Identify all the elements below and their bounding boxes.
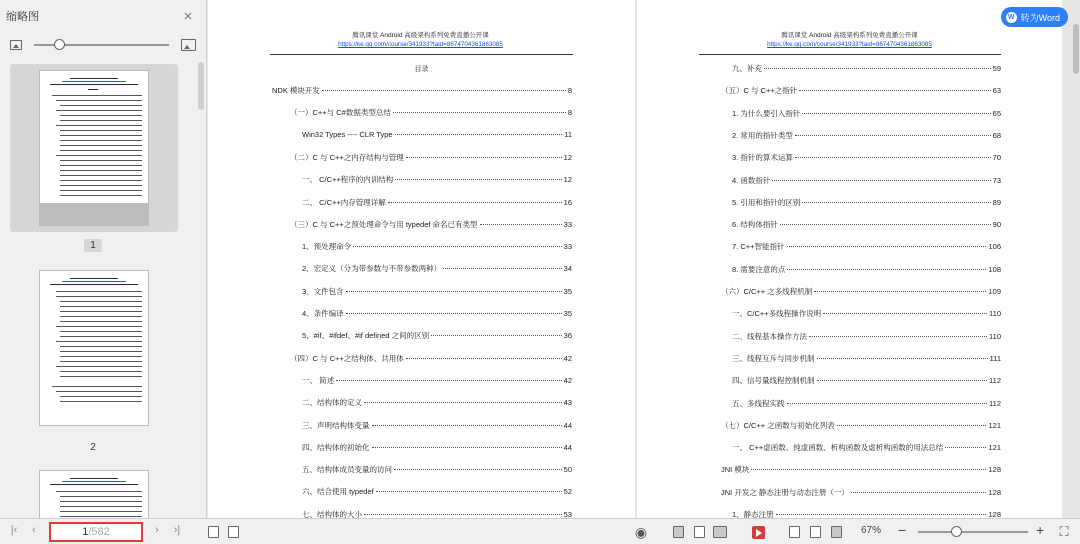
single-page-view-icon[interactable] (691, 524, 707, 540)
eye-protection-icon[interactable]: ◉ (634, 523, 648, 540)
next-page-button[interactable]: › (155, 524, 159, 536)
toc-entry-page: 12 (563, 152, 572, 162)
toc-leader-dots (372, 447, 562, 448)
toc-entry[interactable] (302, 486, 572, 497)
thumbnail-1[interactable] (10, 64, 178, 232)
current-page: 1 (82, 526, 89, 538)
toc-entry-page: 35 (563, 309, 572, 318)
toc-leader-dots (787, 246, 987, 247)
toc-entry[interactable] (732, 442, 1001, 453)
toc-entry-page: 53 (563, 509, 572, 518)
toc-entry-text: 三、线程互斥与同步机制 (732, 353, 815, 363)
large-image-icon[interactable] (181, 39, 196, 51)
toc-entry[interactable] (290, 219, 572, 230)
toc-entry-page: 11 (564, 129, 572, 139)
toc-entry[interactable] (302, 420, 572, 431)
toc-entry[interactable] (721, 286, 1001, 297)
toc-entry[interactable] (732, 130, 1001, 141)
toc-entry-page: 128 (988, 487, 1001, 497)
toc-entry-text: 1. 为什么要引入指针 (732, 108, 801, 118)
bottom-toolbar (0, 518, 1080, 544)
fit-page-icon[interactable] (807, 524, 823, 540)
sidebar-title: 缩略图 (6, 11, 39, 23)
thumbnail-label-2[interactable]: 2 (90, 442, 96, 453)
toc-entry[interactable] (290, 152, 572, 163)
thumbnail-label-1[interactable]: 1 (0, 239, 186, 252)
word-icon: W (1006, 12, 1017, 23)
toc-leader-dots (372, 425, 562, 426)
toc-leader-dots (817, 358, 988, 359)
document-view[interactable] (207, 0, 1080, 518)
toc-entry[interactable] (732, 152, 1001, 163)
toc-entry-text: 4、条件编译 (302, 309, 344, 318)
fit-width-icon[interactable] (828, 524, 844, 540)
toc-leader-dots (802, 202, 990, 203)
toc-entry-page: 43 (563, 398, 572, 408)
toc-entry[interactable] (302, 375, 572, 386)
toc-entry-page: 44 (563, 420, 572, 430)
toc-entry[interactable] (732, 264, 1001, 275)
toc-entry[interactable] (302, 442, 572, 453)
toc-leader-dots (799, 90, 990, 91)
toc-leader-dots (772, 180, 990, 181)
last-page-button[interactable]: ›| (173, 524, 181, 536)
toc-entry-text: 一、 C++虚函数、纯虚函数、析构函数及虚析构函数的用法总结 (732, 443, 944, 453)
toc-entry-page: 106 (988, 242, 1001, 252)
toc-entry-text: 九、补充 (732, 64, 762, 73)
toc-entry-page: 110 (989, 309, 1001, 319)
thumbnail-2[interactable] (10, 264, 178, 434)
sidebar-header (0, 0, 206, 32)
toc-entry[interactable] (302, 286, 572, 297)
toc-entry-page: 63 (992, 86, 1001, 96)
toc-leader-dots (787, 269, 986, 270)
document-page-right (637, 0, 1062, 518)
toc-entry-text: 三、声明结构体变量 (302, 420, 370, 430)
toc-entry-page: 12 (563, 175, 572, 185)
toc-entry-text: 二、结构体的定义 (302, 398, 362, 408)
toc-entry-page: 8 (567, 108, 572, 118)
toc-leader-dots (376, 491, 562, 492)
toc-leader-dots (787, 403, 988, 404)
play-slideshow-icon[interactable] (750, 524, 766, 540)
document-page-left (208, 0, 635, 518)
toc-entry-text: 5、#if、#ifdef、#if defined 之间的区别 (302, 331, 430, 341)
toc-entry-page: 59 (992, 64, 1001, 73)
toc-entry[interactable] (732, 219, 1001, 230)
sidebar-scrollbar[interactable] (198, 62, 204, 110)
toc-entry-page: 112 (989, 376, 1001, 386)
toc-leader-dots (851, 492, 987, 493)
toc-entry-text: 二、线程基本操作方法 (732, 331, 807, 341)
toc-entry-page: 33 (563, 219, 572, 229)
close-icon[interactable]: × (183, 7, 193, 25)
toc-leader-dots (837, 425, 987, 426)
toc-entry[interactable] (302, 241, 572, 252)
toc-entry-text: （三）C 与 C++之预处理命令与用 typedef 命名已有类型 (290, 219, 478, 229)
toc-entry-page: 65 (992, 108, 1001, 118)
header-link-right[interactable]: https://ke.qq.com/course/341933?taid=8674704361863085 (767, 41, 932, 48)
convert-to-word-label: 转为Word (1020, 12, 1060, 23)
toc-leader-dots (388, 202, 562, 203)
toc-entry-text: 五、结构体成员变量的访问 (302, 465, 392, 475)
toc-entry-page: 42 (563, 375, 572, 385)
toc-entry-text: 二、 C/C++内存管理详解 (302, 197, 386, 207)
continuous-view-icon[interactable] (670, 524, 686, 540)
toc-leader-dots (336, 380, 562, 381)
toc-entry-page: 33 (563, 242, 572, 252)
toc-entry-text: NDK 模块开发 (272, 86, 320, 95)
toc-leader-dots (394, 469, 562, 470)
toc-leader-dots (809, 336, 987, 337)
toc-leader-dots (406, 157, 562, 158)
toc-leader-dots (802, 113, 990, 114)
toc-entry-text: 2. 常用的指针类型 (732, 130, 793, 140)
toc-entry[interactable] (732, 63, 1001, 74)
toc-entry-text: Win32 Types ---- CLR Type (302, 129, 393, 139)
page-header (268, 31, 573, 49)
toc-entry-page: 90 (992, 220, 1001, 230)
toc-entry-page: 108 (988, 264, 1001, 274)
toc-entry[interactable] (721, 487, 1001, 498)
toc-entry[interactable] (732, 375, 1001, 386)
toc-entry[interactable] (272, 85, 572, 96)
toc-leader-dots (431, 335, 562, 336)
toc-entry-text: 5. 引用和指针的区别 (732, 197, 801, 207)
document-scrollbar[interactable] (1073, 24, 1079, 74)
toc-entry-text: 一、C/C++多线程操作说明 (732, 309, 822, 319)
toc-entry-text: 四、结构体的初始化 (302, 442, 370, 452)
toc-entry-text: （七）C/C++ 之函数与初始化列表 (721, 420, 835, 430)
toc-entry-page: 50 (563, 465, 572, 475)
toc-leader-dots (346, 291, 562, 292)
toc-entry-page: 128 (988, 465, 1001, 475)
thumbnail-page-1 (40, 71, 148, 225)
toc-entry-text: 一、 C/C++程序的内训结构 (302, 175, 394, 185)
toc-title: 目录 (414, 66, 429, 73)
toc-leader-dots (823, 313, 987, 314)
toc-entry[interactable] (302, 397, 572, 408)
zoom-slider-knob[interactable] (951, 526, 962, 537)
toc-leader-dots (945, 447, 986, 448)
previous-page-button[interactable]: ‹ (32, 524, 36, 536)
toc-entry[interactable] (732, 509, 1001, 518)
toc-leader-dots (764, 68, 991, 69)
toc-entry-text: 1、预处理命令 (302, 242, 352, 252)
toc-entry-text: 8. 需要注意的点 (732, 264, 786, 274)
toc-entry-text: 七、结构体的大小 (302, 509, 362, 518)
toc-entry-page: 110 (989, 331, 1001, 341)
toc-leader-dots (364, 514, 562, 515)
toc-entry[interactable] (732, 308, 1001, 319)
toc-entry[interactable] (721, 420, 1001, 431)
toc-entry[interactable] (732, 353, 1001, 364)
toc-entry[interactable] (732, 108, 1001, 119)
toc-leader-dots (393, 112, 566, 113)
toc-entry-page: 8 (567, 86, 572, 95)
toc-entry-text: （一）C++与 C#数据类型总结 (290, 108, 391, 118)
toc-entry-page: 73 (992, 175, 1001, 185)
toc-entry-page: 109 (988, 287, 1001, 296)
toc-entry-text: （四）C 与 C++之结构体、共用体 (290, 353, 404, 363)
toc-entry-text: 7. C++智能指针 (732, 242, 785, 252)
fullscreen-icon[interactable]: ⛶ (1059, 524, 1069, 539)
toc-entry-text: （二）C 与 C++之内存结构与管理 (290, 152, 404, 162)
thumbnail-3[interactable] (10, 464, 178, 518)
toc-entry-page: 52 (563, 487, 572, 497)
toc-entry[interactable] (302, 509, 572, 518)
header-rule-right (699, 54, 1001, 55)
toc-entry-text: 2、宏定义（分为带参数与不带参数两种） (302, 264, 442, 274)
toc-leader-dots (406, 358, 562, 359)
toc-entry-page: 121 (988, 443, 1001, 453)
thumbnail-size-slider (0, 32, 206, 58)
toc-leader-dots (817, 380, 988, 381)
toc-entry-text: 3. 指针的算术运算 (732, 153, 793, 163)
toc-entry-text: 3、文件包含 (302, 286, 344, 296)
header-title-right: 腾讯课堂 Android 高级架构系列免费直播公开课 (781, 32, 918, 39)
toc-entry[interactable] (302, 130, 572, 139)
total-pages: /582 (88, 526, 110, 538)
toc-leader-dots (395, 134, 563, 135)
header-title: 腾讯课堂 Android 高级架构系列免费直播公开课 (352, 32, 489, 39)
thumbnail-page-3 (40, 471, 148, 518)
rotate-left-icon[interactable] (205, 524, 221, 540)
toc-leader-dots (814, 291, 986, 292)
toc-entry[interactable] (302, 330, 572, 341)
first-page-button[interactable]: |‹ (10, 524, 18, 536)
double-page-view-icon[interactable] (712, 524, 728, 540)
toc-entry-page: 112 (989, 398, 1001, 408)
toc-entry[interactable] (732, 175, 1001, 186)
toc-leader-dots (353, 246, 561, 247)
toc-entry-page: 89 (992, 197, 1001, 207)
toc-entry-page: 111 (989, 353, 1001, 363)
thumbnail-size-track[interactable] (34, 44, 169, 46)
toc-entry[interactable] (290, 107, 572, 118)
toc-leader-dots (443, 268, 561, 269)
toc-entry[interactable] (732, 197, 1001, 208)
toc-entry-text: JNI 模块 (721, 465, 750, 475)
toc-leader-dots (795, 135, 991, 136)
toc-entry-page: 70 (992, 153, 1001, 163)
toc-entry-page: 121 (988, 420, 1001, 430)
toc-entry[interactable] (732, 331, 1001, 342)
toc-entry[interactable] (302, 263, 572, 274)
toc-entry[interactable] (721, 464, 1001, 475)
toc-entry-text: 一、 简述 (302, 375, 335, 385)
zoom-level[interactable]: 67% (861, 525, 882, 536)
thumbnail-page-2 (40, 271, 148, 425)
thumbnail-size-knob[interactable] (54, 39, 65, 50)
page-number-input[interactable] (49, 522, 143, 542)
convert-to-word-button[interactable] (1001, 7, 1068, 27)
toc-entry[interactable] (732, 398, 1001, 409)
toc-entry-text: （五）C 与 C++之指针 (721, 86, 798, 96)
small-image-icon[interactable] (10, 40, 22, 50)
toc-entry-page: 16 (563, 197, 572, 207)
toc-leader-dots (776, 514, 987, 515)
toc-leader-dots (364, 402, 562, 403)
thumbnail-sidebar (0, 0, 207, 518)
toc-leader-dots (346, 313, 562, 314)
zoom-in-button[interactable]: + (1036, 522, 1045, 538)
toc-entry-page: 35 (563, 286, 572, 296)
page-header-right (697, 31, 1002, 49)
zoom-slider-track[interactable] (918, 531, 1028, 533)
toc-entry[interactable] (732, 241, 1001, 252)
toc-leader-dots (751, 469, 986, 470)
toc-entry-page: 44 (563, 442, 572, 452)
toc-entry-text: JNI 开发之 静态注册与动态注册（一） (721, 487, 849, 497)
toc-entry-text: 四、信号量线程控制机制 (732, 376, 815, 386)
toc-entry-text: 1、静态注册 (732, 510, 774, 518)
toc-entry-page: 68 (992, 130, 1001, 140)
toc-entry[interactable] (290, 353, 572, 364)
toc-entry-text: 五、多线程实践 (732, 398, 785, 408)
toc-leader-dots (795, 157, 991, 158)
toc-entry-page: 42 (563, 353, 572, 363)
rotate-right-icon[interactable] (225, 524, 241, 540)
toc-entry[interactable] (302, 308, 572, 319)
toc-entry-text: （六）C/C++ 之多线程机制 (721, 287, 813, 296)
toc-entry-text: 六、结合使用 typedef (302, 487, 374, 497)
header-rule (270, 54, 573, 55)
toc-entry[interactable] (302, 174, 572, 185)
toc-leader-dots (322, 90, 566, 91)
zoom-out-button[interactable]: − (898, 522, 907, 538)
header-link[interactable]: https://ke.qq.com/course/341933?taid=8674704361863085 (338, 41, 503, 48)
toc-entry[interactable] (302, 464, 572, 475)
toc-entry-page: 34 (563, 264, 572, 274)
toc-entry-page: 128 (988, 510, 1001, 518)
toc-entry-text: 6. 结构体指针 (732, 220, 778, 230)
toc-leader-dots (780, 224, 991, 225)
toc-entry[interactable] (302, 197, 572, 208)
toc-entry-page: 36 (563, 331, 572, 341)
toc-entry-text: 4. 函数指针 (732, 175, 771, 185)
thumbnail-list (0, 58, 196, 518)
toc-entry[interactable] (721, 85, 1001, 96)
toc-leader-dots (480, 224, 562, 225)
toc-leader-dots (395, 179, 561, 180)
actual-size-icon[interactable] (786, 524, 802, 540)
